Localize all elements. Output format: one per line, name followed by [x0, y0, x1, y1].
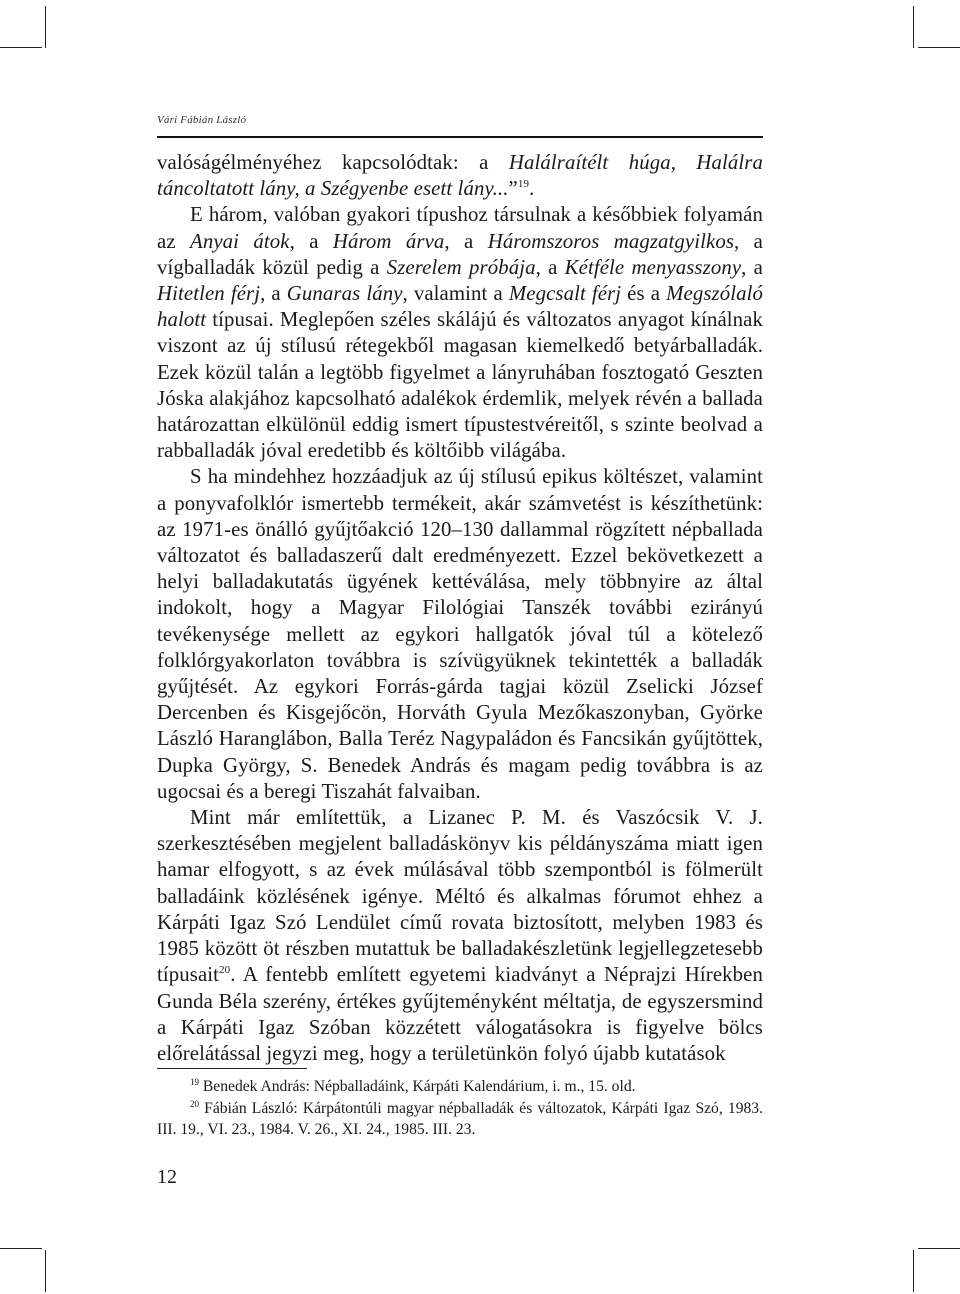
header-rule [157, 136, 763, 138]
ballad-title: Szerelem próbája [386, 255, 536, 279]
ballad-title: Anyai átok [190, 229, 290, 253]
crop-mark [918, 1248, 960, 1249]
crop-mark [913, 1250, 914, 1292]
text-run: E három, valóban gyakori típushoz társulnak a későbbiek folyamán az [157, 203, 763, 253]
crop-mark [45, 1250, 46, 1292]
ballad-title: Gunaras lány [286, 282, 403, 306]
footnote [157, 1076, 763, 1098]
text-run: , a [535, 255, 565, 279]
footnote-number: 20 [190, 1098, 199, 1109]
crop-mark [45, 6, 46, 48]
paragraph [157, 805, 763, 1067]
text-run: és a [621, 282, 667, 306]
paragraph [157, 150, 763, 202]
crop-mark [918, 47, 960, 48]
ballad-title: Megcsalt férj [508, 282, 622, 306]
text-run: típusai. Meglepően széles skálájú és változatos anyagot kínálnak viszont az új stílusú rétegekből magasan kiemelkedő betyárballadák. Ezek közül talán a legtöbb figyelmet a lányruhában fosztogató Geszten Jóska alakjához kapcsolható adalékok érdemlik, melyek révén a ballada határozattan elkülönül eddig ismert típustestvéreitől, s szinte beolvad a rabballadák jóval eredetibb és költőibb világába. [157, 308, 763, 463]
text-run: ” [508, 177, 518, 201]
text-run: , a vígballadák közül pedig a [157, 229, 764, 279]
footnote-ref: 20 [219, 964, 231, 977]
text-run: , a [444, 229, 488, 253]
footnotes [157, 1076, 763, 1141]
text-run: , a [289, 229, 333, 253]
text-run: , valamint a [402, 282, 509, 306]
body-text [157, 150, 763, 1067]
paragraph [157, 464, 763, 805]
text-run: . [529, 177, 535, 201]
footnote-number: 19 [190, 1077, 199, 1087]
ballad-title: Kétféle menyasszony [564, 255, 742, 279]
text-run: . A fentebb említett egyetemi kiadványt a Néprajzi Hírekben Gunda Béla szerény, értékes gyűjteményként méltatja, de egyszersmind a Kárpáti Igaz Szóban közzétett válogatásokra is figyelve bölcs előrelátással jegyzi meg, hogy a területünkön folyó újabb kutatások [157, 963, 763, 1065]
ballad-title: Három árva [332, 229, 445, 253]
footnote [157, 1098, 763, 1141]
running-head: Vári Fábián László [157, 114, 247, 126]
footnote-rule [157, 1068, 307, 1069]
crop-mark [913, 6, 914, 48]
page-number: 12 [157, 1166, 177, 1188]
footnote-ref: 19 [517, 178, 530, 191]
text-run: Mint már említettük, a Lizanec P. M. és Vaszócsik V. J. szerkesztésében megjelent balladáskönyv kis példányszáma miatt igen hamar elfogyott, s az évek múlásával több szempontból is fölmerült balladáink közlésének igénye. Méltó és alkalmas fórumot ehhez a Kárpáti Igaz Szó Lendület című rovata biztosított, melyben 1983 és 1985 között öt részben mutattuk be balladakészletünk legjellegzetesebb típusait [157, 806, 763, 987]
ballad-title: Háromszoros magzatgyilkos [487, 229, 735, 253]
crop-mark [0, 47, 42, 48]
footnote-text: Benedek András: Népballadáink, Kárpáti Kalendárium, i. m., 15. old. [199, 1078, 636, 1095]
crop-mark [0, 1248, 42, 1249]
ballad-title: Hitetlen férj [157, 282, 261, 306]
text-run: valóságélményéhez kapcsolódtak: a [157, 151, 509, 174]
ballad-title: Halálraítélt húga, Halálra táncoltatott lány, a Szégyenbe esett lány... [157, 151, 763, 201]
text-run: , a [260, 282, 287, 306]
text-run: , a [741, 255, 763, 279]
text-run: S ha mindehhez hozzáadjuk az új stílusú epikus költészet, valamint a ponyvafolklór ismertebb termékeit, akár számvetést is készíthetünk: az 1971-es önálló gyűjtőakció 120–130 dallammal rögzített népballada változatot és balladaszerű dalt eredményezett. Ezzel bekövetkezett a helyi balladakutatás ügyének kettéválása, mely többnyire az által indokolt, hogy a Magyar Filológiai Tanszék további ezirányú tevékenysége mellett az egykori hallgatók jóval túl a kötelező folklórgyakorlaton továbbra is szívügyüknek tekintették a balladák gyűjtését. Az egykori Forrás-gárda tagjai közül Zselicki József Dercenben és Kisgejőcön, Horváth Gyula Mezőkaszonyban, Györke László Haranglábon, Balla Teréz Nagypaládon és Fancsikán gyűjtöttek, Dupka György, S. Benedek András és magam pedig továbbra is az ugocsai és a beregi Tiszahát falvaiban. [157, 465, 763, 803]
ballad-title: Megszólaló halott [157, 282, 763, 332]
paragraph [157, 202, 763, 464]
footnote-text: Fábián László: Kárpátontúli magyar népballadák és változatok, Kárpáti Igaz Szó, 1983. III. 19., VI. 23., 1984. V. 26., XI. 24., 1985. III. 23. [157, 1099, 763, 1138]
